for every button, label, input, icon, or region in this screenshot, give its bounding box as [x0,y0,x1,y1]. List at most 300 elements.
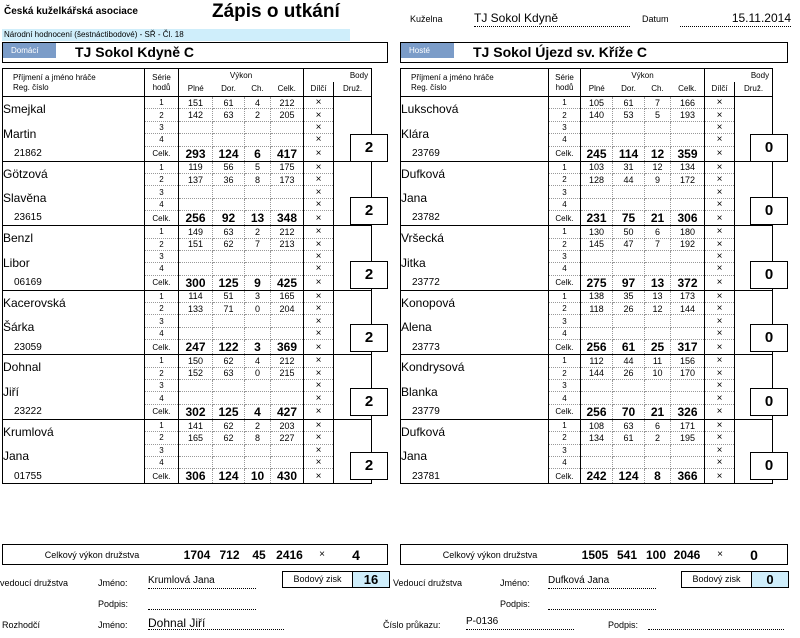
home-team-name[interactable]: TJ Sokol Kdyně C [75,44,195,60]
score-cell[interactable]: 108 [581,419,613,431]
score-cell[interactable] [671,263,705,275]
guest-team-name[interactable]: TJ Sokol Újezd sv. Kříže C [473,44,648,60]
score-cell[interactable] [245,121,271,133]
score-cell[interactable] [613,380,645,392]
score-cell[interactable] [581,250,613,262]
score-cell[interactable]: 5 [245,161,271,173]
score-cell[interactable] [179,134,213,146]
home-summary-bar [2,544,388,565]
score-cell[interactable]: 63 [213,367,245,379]
score-cell[interactable] [245,250,271,262]
partial-point-mark: × [705,161,735,173]
score-cell[interactable] [213,327,245,339]
series-row [3,315,372,327]
score-cell[interactable] [271,134,304,146]
home-player-reg[interactable]: 06169 [3,275,145,290]
referee-card-field[interactable]: P-0136 [466,616,574,630]
score-cell[interactable] [245,380,271,392]
score-cell[interactable]: 212 [271,226,304,238]
score-cell[interactable]: 63 [613,419,645,431]
score-cell[interactable]: 0 [245,367,271,379]
score-cell[interactable]: 12 [645,303,671,315]
home-summary-ch: 45 [252,547,266,562]
home-player-surname[interactable]: Kacerovská [3,290,145,315]
score-cell[interactable]: 61 [213,97,245,109]
total-label: Celk. [145,211,179,226]
score-cell[interactable]: 128 [581,173,613,185]
guest-points-value: 0 [752,572,788,587]
home-player-firstname[interactable]: Libor [3,250,145,275]
score-cell[interactable]: 118 [581,303,613,315]
score-cell[interactable] [213,198,245,210]
score-cell[interactable]: 170 [671,367,705,379]
score-cell[interactable]: 137 [179,173,213,185]
home-player-surname[interactable]: Smejkal [3,97,145,122]
score-cell[interactable]: 133 [179,303,213,315]
score-cell[interactable]: 36 [213,173,245,185]
score-cell[interactable]: 150 [179,355,213,367]
score-cell[interactable]: 4 [245,355,271,367]
score-cell[interactable]: 47 [613,238,645,250]
home-player-points: 2 [350,261,388,289]
date-field[interactable]: 15.11.2014 [680,10,791,27]
guest-player-surname[interactable]: Lukschová [401,97,549,122]
home-header-dilci: Dílčí [304,82,334,97]
score-cell[interactable]: 51 [213,290,245,302]
score-cell[interactable] [271,456,304,468]
guest-player-firstname[interactable]: Jitka [401,250,549,275]
serie-number: 4 [549,456,581,468]
score-cell[interactable]: 105 [581,97,613,109]
score-cell[interactable] [613,121,645,133]
score-cell[interactable] [213,315,245,327]
score-cell[interactable] [671,327,705,339]
score-cell[interactable]: 212 [271,355,304,367]
score-cell[interactable] [271,250,304,262]
score-cell[interactable] [245,444,271,456]
score-cell[interactable]: 119 [179,161,213,173]
score-cell[interactable] [645,121,671,133]
score-cell[interactable]: 151 [179,97,213,109]
score-cell[interactable]: 103 [581,161,613,173]
serie-number: 3 [145,186,179,198]
score-cell[interactable]: 8 [245,173,271,185]
score-cell[interactable] [271,380,304,392]
score-cell[interactable] [213,456,245,468]
score-cell[interactable]: 141 [179,419,213,431]
guest-player-points: 0 [750,134,788,162]
score-cell[interactable]: 213 [271,238,304,250]
guest-summary-points: 0 [750,546,758,563]
guest-player-reg[interactable]: 23773 [401,340,549,355]
score-cell[interactable]: 142 [179,109,213,121]
score-cell[interactable] [613,392,645,404]
score-cell[interactable]: 192 [671,238,705,250]
score-cell[interactable]: 138 [581,290,613,302]
home-player-surname[interactable]: Benzl [3,226,145,251]
score-cell[interactable]: 53 [613,109,645,121]
score-cell[interactable] [671,380,705,392]
score-cell[interactable]: 2 [245,226,271,238]
score-cell[interactable] [671,250,705,262]
home-team-bar [2,42,388,63]
score-cell[interactable]: 4 [245,97,271,109]
score-cell[interactable] [645,263,671,275]
serie-number: 1 [549,97,581,109]
score-cell[interactable]: 44 [613,173,645,185]
player-total-row [3,211,372,226]
score-cell[interactable] [271,444,304,456]
score-cell[interactable] [179,315,213,327]
score-cell[interactable]: 144 [671,303,705,315]
score-cell[interactable] [581,198,613,210]
score-cell[interactable] [179,456,213,468]
serie-number: 3 [145,444,179,456]
score-cell[interactable]: 166 [671,97,705,109]
score-cell[interactable] [213,134,245,146]
series-row [401,186,773,198]
score-cell[interactable]: 31 [613,161,645,173]
score-cell[interactable] [271,327,304,339]
score-cell[interactable]: 195 [671,432,705,444]
total-cell: 317 [671,340,705,355]
guest-player-firstname[interactable]: Klára [401,121,549,146]
score-cell[interactable] [613,186,645,198]
score-cell[interactable]: 134 [581,432,613,444]
score-cell[interactable]: 151 [179,238,213,250]
total-cell: 75 [613,211,645,226]
score-cell[interactable] [613,444,645,456]
score-cell[interactable] [645,315,671,327]
home-player-reg[interactable]: 23222 [3,404,145,419]
referee-sign-field[interactable] [648,616,784,630]
score-cell[interactable]: 8 [245,432,271,444]
score-cell[interactable] [613,315,645,327]
score-cell[interactable]: 26 [613,303,645,315]
score-cell[interactable]: 61 [613,432,645,444]
score-cell[interactable] [179,392,213,404]
score-cell[interactable]: 62 [213,238,245,250]
score-cell[interactable] [581,121,613,133]
guest-header-serie: Série [555,72,574,82]
score-cell[interactable] [213,263,245,275]
score-cell[interactable] [645,198,671,210]
score-cell[interactable]: 9 [645,173,671,185]
score-cell[interactable] [245,392,271,404]
total-cell: 124 [613,469,645,484]
score-cell[interactable] [645,327,671,339]
score-cell[interactable] [645,250,671,262]
score-cell[interactable]: 62 [213,432,245,444]
alley-field[interactable]: TJ Sokol Kdyně [474,10,630,27]
guest-summary-label: Celkový výkon družstva [442,549,538,560]
home-summary-points: 4 [352,546,360,563]
score-cell[interactable]: 3 [245,290,271,302]
score-cell[interactable] [179,121,213,133]
home-leader-name-field[interactable]: Krumlová Jana [148,575,256,589]
home-points-value: 16 [353,572,389,587]
home-player-firstname[interactable]: Jana [3,444,145,469]
guest-player-firstname[interactable]: Jana [401,444,549,469]
player-total-row [3,469,372,484]
score-cell[interactable]: 62 [213,355,245,367]
home-player-firstname[interactable]: Slavěna [3,186,145,211]
guest-leader-name-field[interactable]: Dufková Jana [548,575,656,589]
total-cell: 8 [645,469,671,484]
score-cell[interactable] [271,121,304,133]
home-player-points: 2 [350,452,388,480]
score-cell[interactable]: 35 [613,290,645,302]
score-cell[interactable] [213,250,245,262]
score-cell[interactable] [581,380,613,392]
score-cell[interactable] [271,392,304,404]
score-cell[interactable]: 13 [645,290,671,302]
serie-number: 4 [549,263,581,275]
guest-player-surname[interactable]: Dufková [401,161,549,186]
referee-card-label: Číslo průkazu: [383,620,441,630]
total-cell: 242 [581,469,613,484]
score-cell[interactable] [613,456,645,468]
score-cell[interactable]: 145 [581,238,613,250]
serie-number: 2 [549,303,581,315]
score-cell[interactable]: 0 [245,303,271,315]
series-row [401,355,773,367]
score-cell[interactable] [581,444,613,456]
guest-player-firstname[interactable]: Jana [401,186,549,211]
home-player-reg[interactable]: 23059 [3,340,145,355]
home-player-reg[interactable]: 01755 [3,469,145,484]
score-cell[interactable]: 180 [671,226,705,238]
guest-player-surname[interactable]: Vršecká [401,226,549,251]
guest-leader-name-label: Jméno: [500,578,530,588]
home-header-plne: Plné [179,82,213,97]
score-cell[interactable]: 63 [213,109,245,121]
guest-player-surname[interactable]: Dufková [401,419,549,444]
score-cell[interactable] [179,250,213,262]
score-cell[interactable]: 12 [645,161,671,173]
score-cell[interactable]: 149 [179,226,213,238]
player-total-row [3,404,372,419]
total-cell: 256 [581,340,613,355]
score-cell[interactable]: 61 [613,97,645,109]
score-cell[interactable] [271,263,304,275]
score-cell[interactable] [245,134,271,146]
score-cell[interactable] [671,186,705,198]
score-cell[interactable]: 134 [671,161,705,173]
score-cell[interactable]: 171 [671,419,705,431]
score-cell[interactable] [671,392,705,404]
home-player-firstname[interactable]: Martin [3,121,145,146]
score-cell[interactable]: 7 [645,238,671,250]
score-cell[interactable] [245,456,271,468]
serie-number: 2 [145,238,179,250]
score-cell[interactable] [179,380,213,392]
score-cell[interactable] [213,380,245,392]
score-cell[interactable]: 2 [245,419,271,431]
score-cell[interactable]: 172 [671,173,705,185]
score-cell[interactable] [245,327,271,339]
serie-number: 2 [549,367,581,379]
total-cell: 256 [179,211,213,226]
guest-player-reg[interactable]: 23772 [401,275,549,290]
home-player-reg[interactable]: 21862 [3,146,145,161]
home-player-firstname[interactable]: Šárka [3,315,145,340]
home-player-surname[interactable]: Krumlová [3,419,145,444]
partial-point-mark: × [304,419,334,431]
score-cell[interactable] [213,186,245,198]
score-cell[interactable]: 204 [271,303,304,315]
score-cell[interactable] [271,198,304,210]
score-cell[interactable]: 112 [581,355,613,367]
partial-point-mark: × [705,211,735,226]
guest-player-reg[interactable]: 23782 [401,211,549,226]
score-cell[interactable] [613,263,645,275]
score-cell[interactable] [581,456,613,468]
score-cell[interactable]: 205 [271,109,304,121]
score-cell[interactable] [671,198,705,210]
partial-point-mark: × [304,186,334,198]
guest-player-reg[interactable]: 23779 [401,404,549,419]
score-cell[interactable]: 165 [179,432,213,444]
score-cell[interactable] [245,186,271,198]
score-cell[interactable]: 165 [271,290,304,302]
partial-point-mark: × [304,97,334,109]
score-cell[interactable] [581,263,613,275]
score-cell[interactable]: 193 [671,109,705,121]
score-cell[interactable]: 50 [613,226,645,238]
score-cell[interactable] [645,134,671,146]
score-cell[interactable] [613,250,645,262]
score-cell[interactable]: 10 [645,367,671,379]
home-header-hodu: hodů [152,82,171,92]
score-cell[interactable] [271,186,304,198]
score-cell[interactable]: 152 [179,367,213,379]
score-cell[interactable] [581,186,613,198]
score-cell[interactable]: 140 [581,109,613,121]
score-cell[interactable]: 2 [645,432,671,444]
score-cell[interactable] [671,456,705,468]
association-name: Česká kuželkářská asociace [4,6,138,17]
score-cell[interactable] [581,392,613,404]
score-cell[interactable]: 7 [645,97,671,109]
score-cell[interactable]: 173 [271,173,304,185]
score-cell[interactable] [613,327,645,339]
partial-point-mark: × [304,109,334,121]
score-cell[interactable] [213,121,245,133]
score-cell[interactable] [179,444,213,456]
score-cell[interactable]: 156 [671,355,705,367]
series-row [3,97,372,109]
score-cell[interactable] [213,444,245,456]
score-cell[interactable] [179,198,213,210]
serie-number: 1 [549,226,581,238]
score-cell[interactable] [213,392,245,404]
score-cell[interactable]: 7 [245,238,271,250]
score-cell[interactable] [645,380,671,392]
score-cell[interactable] [671,444,705,456]
serie-number: 4 [145,456,179,468]
score-cell[interactable] [581,315,613,327]
home-player-firstname[interactable]: Jiří [3,380,145,405]
score-cell[interactable]: 26 [613,367,645,379]
score-cell[interactable]: 5 [645,109,671,121]
score-cell[interactable] [645,186,671,198]
score-cell[interactable]: 63 [213,226,245,238]
score-cell[interactable]: 11 [645,355,671,367]
total-label: Celk. [145,146,179,161]
score-cell[interactable]: 212 [271,97,304,109]
score-cell[interactable] [179,186,213,198]
guest-header-body: Body [705,69,773,82]
score-cell[interactable] [245,263,271,275]
score-cell[interactable] [613,198,645,210]
score-cell[interactable] [645,444,671,456]
score-cell[interactable] [645,392,671,404]
score-cell[interactable]: 6 [645,226,671,238]
score-cell[interactable]: 173 [671,290,705,302]
home-player-reg[interactable]: 23615 [3,211,145,226]
total-label: Celk. [549,211,581,226]
score-cell[interactable] [645,456,671,468]
score-cell[interactable]: 114 [179,290,213,302]
score-cell[interactable]: 130 [581,226,613,238]
total-cell: 97 [613,275,645,290]
guest-player-surname[interactable]: Konopová [401,290,549,315]
series-row [3,355,372,367]
serie-number: 1 [549,290,581,302]
serie-number: 4 [145,327,179,339]
score-cell[interactable] [671,315,705,327]
score-cell[interactable] [179,263,213,275]
score-cell[interactable] [671,121,705,133]
total-cell: 12 [645,146,671,161]
score-cell[interactable]: 56 [213,161,245,173]
score-cell[interactable] [179,327,213,339]
score-cell[interactable]: 62 [213,419,245,431]
score-cell[interactable]: 144 [581,367,613,379]
score-cell[interactable]: 2 [245,109,271,121]
serie-number: 2 [145,432,179,444]
score-cell[interactable]: 215 [271,367,304,379]
guest-player-reg[interactable]: 23781 [401,469,549,484]
score-cell[interactable] [671,134,705,146]
home-player-surname[interactable]: Dohnal [3,355,145,380]
guest-player-firstname[interactable]: Blanka [401,380,549,405]
home-leader-sign-field[interactable] [148,596,256,610]
guest-player-reg[interactable]: 23769 [401,146,549,161]
score-cell[interactable] [581,134,613,146]
guest-player-firstname[interactable]: Alena [401,315,549,340]
home-player-points: 2 [350,197,388,225]
referee-name-field[interactable]: Dohnal Jiří [148,616,284,630]
guest-leader-sign-field[interactable] [548,596,656,610]
score-cell[interactable]: 203 [271,419,304,431]
score-cell[interactable]: 71 [213,303,245,315]
score-cell[interactable] [245,315,271,327]
score-cell[interactable]: 44 [613,355,645,367]
total-cell: 122 [213,340,245,355]
score-cell[interactable]: 175 [271,161,304,173]
home-player-surname[interactable]: Götzová [3,161,145,186]
score-cell[interactable] [581,327,613,339]
score-cell[interactable] [613,134,645,146]
score-cell[interactable] [271,315,304,327]
score-cell[interactable]: 6 [645,419,671,431]
serie-number: 3 [145,315,179,327]
guest-player-surname[interactable]: Kondrysová [401,355,549,380]
score-cell[interactable]: 227 [271,432,304,444]
score-cell[interactable] [245,198,271,210]
